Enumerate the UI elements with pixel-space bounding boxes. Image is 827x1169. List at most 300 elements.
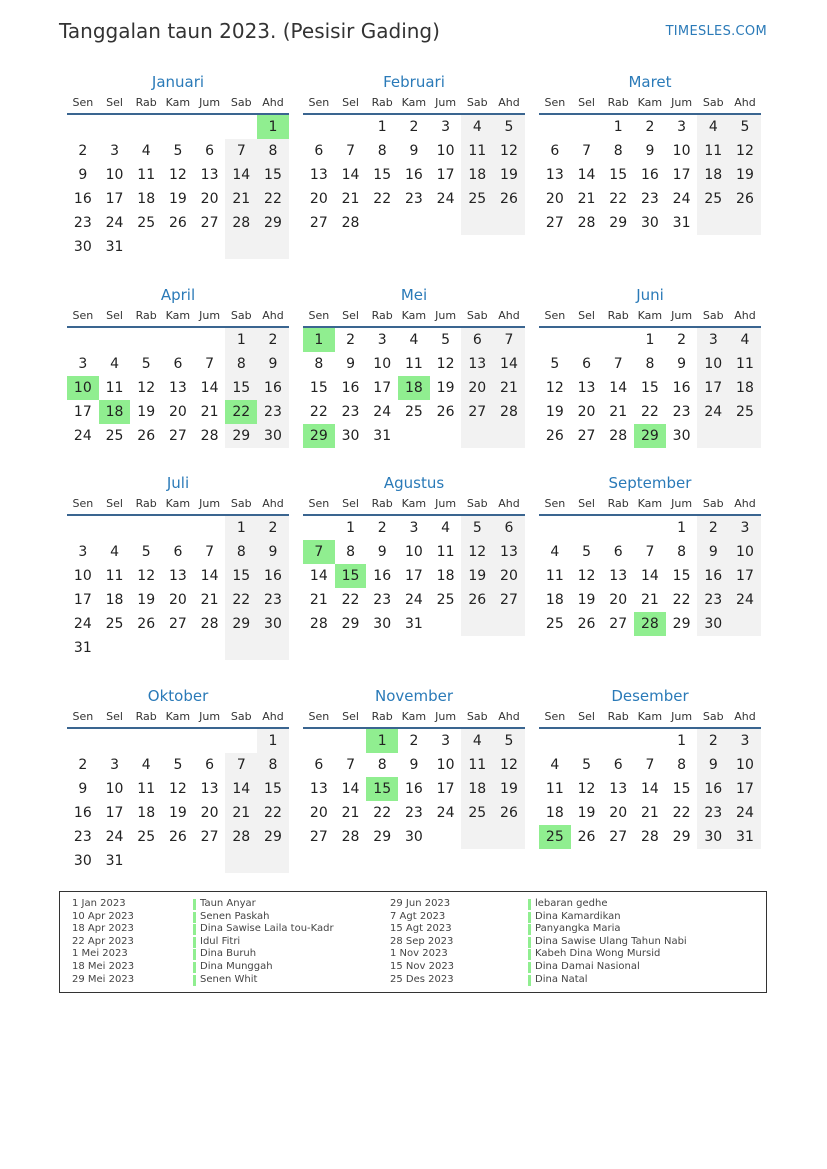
day-cell: 15 — [373, 167, 392, 183]
day-cell: 10 — [67, 376, 99, 400]
day-cell: 21 — [640, 805, 659, 821]
empty-cell — [225, 636, 257, 660]
empty-cell — [194, 235, 226, 259]
weekday-label: Kam — [165, 96, 191, 109]
day-grid — [539, 115, 761, 235]
day-cell: 30 — [73, 853, 92, 869]
month-name: Oktober — [147, 687, 209, 705]
day-cell: 26 — [168, 215, 187, 231]
empty-cell — [130, 115, 162, 139]
day-cell: 4 — [441, 520, 451, 536]
day-cell: 10 — [436, 143, 455, 159]
day-cell: 2 — [78, 757, 88, 773]
weekday-label: Jum — [435, 96, 457, 109]
day-cell: 3 — [729, 729, 761, 753]
empty-cell — [539, 115, 571, 139]
day-cell: 23 — [672, 404, 691, 420]
empty-cell — [130, 729, 162, 753]
day-cell: 19 — [577, 805, 596, 821]
day-cell: 17 — [105, 191, 124, 207]
day-cell: 30 — [341, 428, 360, 444]
weekday-label: Kam — [165, 309, 191, 322]
weekday-label: Rab — [607, 497, 629, 510]
day-cell: 24 — [73, 616, 92, 632]
weekday-label: Sel — [106, 309, 123, 322]
day-cell: 25 — [137, 829, 156, 845]
day-grid — [67, 328, 289, 448]
day-cell: 20 — [200, 191, 219, 207]
day-cell: 10 — [729, 753, 761, 777]
empty-cell — [602, 516, 634, 540]
day-cell: 3 — [110, 757, 119, 773]
day-cell: 5 — [493, 729, 525, 753]
day-cell: 4 — [110, 544, 119, 560]
empty-cell — [461, 424, 493, 448]
day-cell: 20 — [309, 805, 328, 821]
empty-cell — [99, 328, 131, 352]
day-cell: 22 — [257, 187, 289, 211]
day-cell: 28 — [609, 428, 628, 444]
day-cell: 30 — [73, 239, 92, 255]
day-cell: 21 — [609, 404, 628, 420]
weekday-label: Sab — [702, 96, 724, 109]
day-cell: 26 — [577, 616, 596, 632]
empty-cell — [493, 825, 525, 849]
day-cell: 13 — [168, 568, 187, 584]
day-cell: 20 — [609, 592, 628, 608]
day-cell: 18 — [436, 568, 455, 584]
weekday-label: Sen — [72, 497, 94, 510]
day-cell: 26 — [461, 588, 493, 612]
day-cell: 27 — [577, 428, 596, 444]
empty-cell — [130, 849, 162, 873]
day-cell: 22 — [225, 588, 257, 612]
weekday-label: Sel — [106, 96, 123, 109]
day-grid — [539, 516, 761, 636]
legend-holiday-date: 29 Jun 2023 — [390, 898, 451, 909]
day-cell: 27 — [609, 616, 628, 632]
day-cell: 28 — [200, 428, 219, 444]
day-cell: 25 — [404, 404, 423, 420]
weekday-label: Ahd — [734, 710, 756, 723]
empty-cell — [194, 328, 226, 352]
month-mei — [303, 284, 525, 448]
day-cell: 28 — [341, 829, 360, 845]
day-cell: 14 — [200, 568, 219, 584]
day-cell: 1 — [366, 729, 398, 753]
day-cell: 30 — [257, 424, 289, 448]
weekday-label: Sel — [578, 497, 595, 510]
day-cell: 21 — [493, 376, 525, 400]
weekday-label: Sel — [578, 710, 595, 723]
day-cell: 9 — [78, 781, 88, 797]
weekday-label: Rab — [371, 710, 393, 723]
day-cell: 7 — [346, 757, 355, 773]
day-cell: 25 — [436, 592, 455, 608]
legend-holiday-date: 28 Sep 2023 — [390, 935, 454, 947]
weekday-label: Sab — [230, 309, 252, 322]
empty-cell — [461, 825, 493, 849]
empty-cell — [162, 235, 194, 259]
day-cell: 11 — [436, 544, 455, 560]
day-cell: 21 — [225, 187, 257, 211]
day-grid — [303, 115, 525, 235]
day-cell: 27 — [493, 588, 525, 612]
legend-holiday-date: 18 Mei 2023 — [72, 960, 135, 972]
day-cell: 27 — [461, 400, 493, 424]
empty-cell — [539, 729, 571, 753]
empty-cell — [366, 211, 398, 235]
empty-cell — [634, 729, 666, 753]
day-cell: 2 — [677, 332, 687, 348]
empty-cell — [99, 115, 131, 139]
day-cell: 19 — [168, 805, 187, 821]
day-cell: 15 — [309, 380, 328, 396]
weekday-label: Sen — [544, 710, 566, 723]
weekday-label: Kam — [401, 309, 427, 322]
day-cell: 6 — [493, 516, 525, 540]
month-agustus — [303, 472, 525, 636]
day-cell: 17 — [436, 781, 455, 797]
day-cell: 7 — [205, 544, 215, 560]
empty-cell — [99, 729, 131, 753]
day-cell: 6 — [314, 757, 324, 773]
day-cell: 13 — [200, 167, 219, 183]
empty-cell — [571, 328, 603, 352]
day-cell: 6 — [613, 544, 623, 560]
day-cell: 3 — [729, 516, 761, 540]
empty-cell — [162, 636, 194, 660]
day-cell: 4 — [461, 115, 493, 139]
day-cell: 26 — [577, 829, 596, 845]
legend-names-right — [528, 898, 687, 986]
day-cell: 17 — [672, 167, 691, 183]
day-cell: 18 — [137, 191, 156, 207]
day-cell: 7 — [613, 356, 623, 372]
day-cell: 20 — [493, 564, 525, 588]
day-cell: 12 — [137, 380, 156, 396]
day-cell: 1 — [346, 520, 355, 536]
day-cell: 23 — [257, 400, 289, 424]
day-cell: 13 — [309, 781, 328, 797]
weekday-label: Sel — [106, 710, 123, 723]
day-cell: 13 — [461, 352, 493, 376]
empty-cell — [729, 612, 761, 636]
weekday-label: Jum — [435, 309, 457, 322]
weekday-label: Rab — [607, 96, 629, 109]
day-cell: 9 — [377, 544, 387, 560]
site-link[interactable]: TIMESLES.COM — [665, 24, 767, 39]
day-cell: 11 — [461, 139, 493, 163]
weekday-label: Ahd — [734, 96, 756, 109]
day-cell: 18 — [105, 592, 124, 608]
day-cell: 11 — [461, 753, 493, 777]
day-cell: 1 — [303, 328, 335, 352]
day-cell: 18 — [99, 400, 131, 424]
weekday-label: Sel — [578, 309, 595, 322]
day-cell: 14 — [225, 163, 257, 187]
legend-holiday-name: Dina Sawise Laila tou-Kadr — [193, 923, 334, 936]
day-cell: 28 — [225, 825, 257, 849]
day-cell: 26 — [436, 404, 455, 420]
day-cell: 31 — [373, 428, 392, 444]
day-cell: 10 — [729, 540, 761, 564]
day-cell: 24 — [404, 592, 423, 608]
day-cell: 15 — [335, 564, 367, 588]
legend-holiday-date: 15 Nov 2023 — [390, 960, 455, 972]
day-cell: 22 — [373, 805, 392, 821]
day-cell: 10 — [73, 568, 92, 584]
day-cell: 13 — [309, 167, 328, 183]
weekday-label: Jum — [199, 96, 221, 109]
weekday-label: Rab — [607, 710, 629, 723]
empty-cell — [162, 516, 194, 540]
day-cell: 1 — [645, 332, 655, 348]
empty-cell — [571, 115, 603, 139]
month-name: Juli — [166, 474, 190, 492]
weekday-label: Jum — [671, 497, 693, 510]
weekday-label: Rab — [371, 497, 393, 510]
weekday-label: Ahd — [262, 497, 284, 510]
day-cell: 18 — [545, 805, 564, 821]
day-cell: 20 — [168, 592, 187, 608]
weekday-label: Sel — [578, 96, 595, 109]
day-cell: 24 — [729, 588, 761, 612]
empty-cell — [257, 849, 289, 873]
day-cell: 28 — [493, 400, 525, 424]
day-cell: 5 — [461, 516, 493, 540]
month-name: April — [160, 286, 196, 304]
day-cell: 29 — [672, 829, 691, 845]
day-cell: 16 — [257, 376, 289, 400]
day-cell: 4 — [729, 328, 761, 352]
weekday-label: Ahd — [498, 710, 520, 723]
day-cell: 28 — [577, 215, 596, 231]
day-cell: 8 — [645, 356, 655, 372]
weekday-label: Rab — [371, 96, 393, 109]
empty-cell — [162, 115, 194, 139]
empty-cell — [99, 516, 131, 540]
day-cell: 28 — [634, 612, 666, 636]
day-cell: 27 — [309, 215, 328, 231]
day-cell: 30 — [373, 616, 392, 632]
empty-cell — [430, 825, 462, 849]
day-cell: 16 — [672, 380, 691, 396]
day-cell: 22 — [672, 592, 691, 608]
day-cell: 29 — [225, 612, 257, 636]
month-name: Mei — [400, 286, 428, 304]
empty-cell — [697, 424, 729, 448]
day-cell: 19 — [436, 380, 455, 396]
month-name: Desember — [611, 687, 689, 705]
empty-cell — [398, 211, 430, 235]
day-cell: 4 — [461, 729, 493, 753]
weekday-label: Sen — [308, 497, 330, 510]
day-cell: 6 — [205, 757, 215, 773]
day-cell: 9 — [677, 356, 687, 372]
weekday-label: Jum — [671, 309, 693, 322]
day-cell: 1 — [613, 119, 623, 135]
day-cell: 5 — [141, 356, 151, 372]
weekday-label: Sab — [702, 710, 724, 723]
legend-holiday-name: Idul Fitri — [193, 936, 334, 949]
empty-cell — [194, 516, 226, 540]
day-cell: 21 — [577, 191, 596, 207]
weekday-label: Rab — [135, 309, 157, 322]
day-cell: 10 — [404, 544, 423, 560]
day-cell: 21 — [225, 801, 257, 825]
day-cell: 13 — [609, 568, 628, 584]
empty-cell — [335, 115, 367, 139]
empty-cell — [493, 211, 525, 235]
weekday-label: Jum — [671, 710, 693, 723]
day-cell: 24 — [373, 404, 392, 420]
day-cell: 21 — [640, 592, 659, 608]
day-cell: 19 — [461, 564, 493, 588]
day-cell: 17 — [404, 568, 423, 584]
day-cell: 25 — [697, 187, 729, 211]
day-cell: 6 — [550, 143, 560, 159]
legend-holiday-name: Dina Natal — [528, 974, 687, 987]
empty-cell — [697, 211, 729, 235]
day-cell: 8 — [677, 757, 687, 773]
day-cell: 29 — [341, 616, 360, 632]
day-cell: 16 — [341, 380, 360, 396]
day-cell: 4 — [550, 544, 560, 560]
month-desember — [539, 685, 761, 849]
day-cell: 24 — [105, 829, 124, 845]
day-cell: 9 — [257, 540, 289, 564]
day-cell: 29 — [257, 825, 289, 849]
day-cell: 2 — [409, 119, 419, 135]
legend-holiday-date: 10 Apr 2023 — [72, 910, 134, 922]
weekday-label: Sab — [230, 710, 252, 723]
day-cell: 19 — [168, 191, 187, 207]
day-cell: 19 — [545, 404, 564, 420]
day-cell: 26 — [137, 428, 156, 444]
legend-holiday-date: 15 Agt 2023 — [390, 923, 452, 935]
day-cell: 31 — [729, 825, 761, 849]
day-cell: 11 — [545, 568, 564, 584]
day-cell: 11 — [105, 380, 124, 396]
weekday-header — [67, 494, 289, 516]
weekday-label: Ahd — [498, 497, 520, 510]
legend-holiday-name: Dina Munggah — [193, 961, 334, 974]
day-cell: 16 — [73, 805, 92, 821]
day-cell: 7 — [225, 753, 257, 777]
weekday-label: Rab — [607, 309, 629, 322]
weekday-label: Jum — [199, 309, 221, 322]
day-cell: 26 — [729, 187, 761, 211]
empty-cell — [539, 516, 571, 540]
day-cell: 27 — [545, 215, 564, 231]
day-cell: 5 — [173, 143, 183, 159]
empty-cell — [257, 235, 289, 259]
weekday-label: Sel — [342, 96, 359, 109]
weekday-header — [303, 494, 525, 516]
day-cell: 3 — [677, 119, 687, 135]
weekday-header — [67, 93, 289, 115]
empty-cell — [602, 328, 634, 352]
month-januari — [67, 71, 289, 259]
day-cell: 11 — [105, 568, 124, 584]
day-cell: 19 — [729, 163, 761, 187]
empty-cell — [162, 328, 194, 352]
day-cell: 8 — [677, 544, 687, 560]
day-cell: 24 — [672, 191, 691, 207]
weekday-label: Ahd — [734, 309, 756, 322]
weekday-label: Sen — [544, 497, 566, 510]
legend-dates-left — [72, 898, 134, 986]
month-name: November — [374, 687, 454, 705]
day-cell: 22 — [640, 404, 659, 420]
day-cell: 12 — [436, 356, 455, 372]
day-cell: 5 — [582, 757, 591, 773]
day-cell: 4 — [141, 143, 151, 159]
legend-holiday-name: Panyangka Maria — [528, 923, 687, 936]
weekday-label: Ahd — [498, 96, 520, 109]
weekday-label: Sab — [230, 497, 252, 510]
day-cell: 29 — [634, 424, 666, 448]
day-cell: 12 — [168, 167, 187, 183]
day-cell: 15 — [640, 380, 659, 396]
empty-cell — [729, 211, 761, 235]
day-cell: 5 — [550, 356, 560, 372]
empty-cell — [539, 328, 571, 352]
day-cell: 28 — [309, 616, 328, 632]
day-cell: 28 — [200, 616, 219, 632]
weekday-label: Sab — [466, 96, 488, 109]
weekday-header — [303, 707, 525, 729]
day-cell: 23 — [404, 805, 423, 821]
day-cell: 31 — [404, 616, 423, 632]
day-cell: 23 — [373, 592, 392, 608]
day-cell: 5 — [441, 332, 451, 348]
month-name: Januari — [151, 73, 205, 91]
empty-cell — [430, 211, 462, 235]
weekday-label: Sel — [342, 710, 359, 723]
day-cell: 22 — [309, 404, 328, 420]
weekday-label: Sab — [466, 710, 488, 723]
day-cell: 27 — [309, 829, 328, 845]
day-cell: 15 — [672, 781, 691, 797]
legend-holiday-name: Dina Damai Nasional — [528, 961, 687, 974]
empty-cell — [257, 636, 289, 660]
day-cell: 17 — [729, 777, 761, 801]
weekday-label: Sel — [106, 497, 123, 510]
day-cell: 30 — [672, 428, 691, 444]
day-cell: 2 — [78, 143, 88, 159]
month-november — [303, 685, 525, 849]
day-cell: 19 — [577, 592, 596, 608]
day-cell: 8 — [314, 356, 324, 372]
day-cell: 20 — [168, 404, 187, 420]
weekday-label: Sab — [702, 309, 724, 322]
weekday-label: Ahd — [498, 309, 520, 322]
day-cell: 23 — [257, 588, 289, 612]
day-cell: 3 — [697, 328, 729, 352]
day-cell: 31 — [73, 640, 92, 656]
day-cell: 15 — [225, 376, 257, 400]
empty-cell — [99, 636, 131, 660]
weekday-label: Kam — [401, 96, 427, 109]
day-cell: 10 — [697, 352, 729, 376]
day-cell: 24 — [436, 191, 455, 207]
month-name: Juni — [636, 286, 664, 304]
day-cell: 16 — [404, 167, 423, 183]
weekday-label: Sel — [342, 497, 359, 510]
day-cell: 25 — [105, 616, 124, 632]
